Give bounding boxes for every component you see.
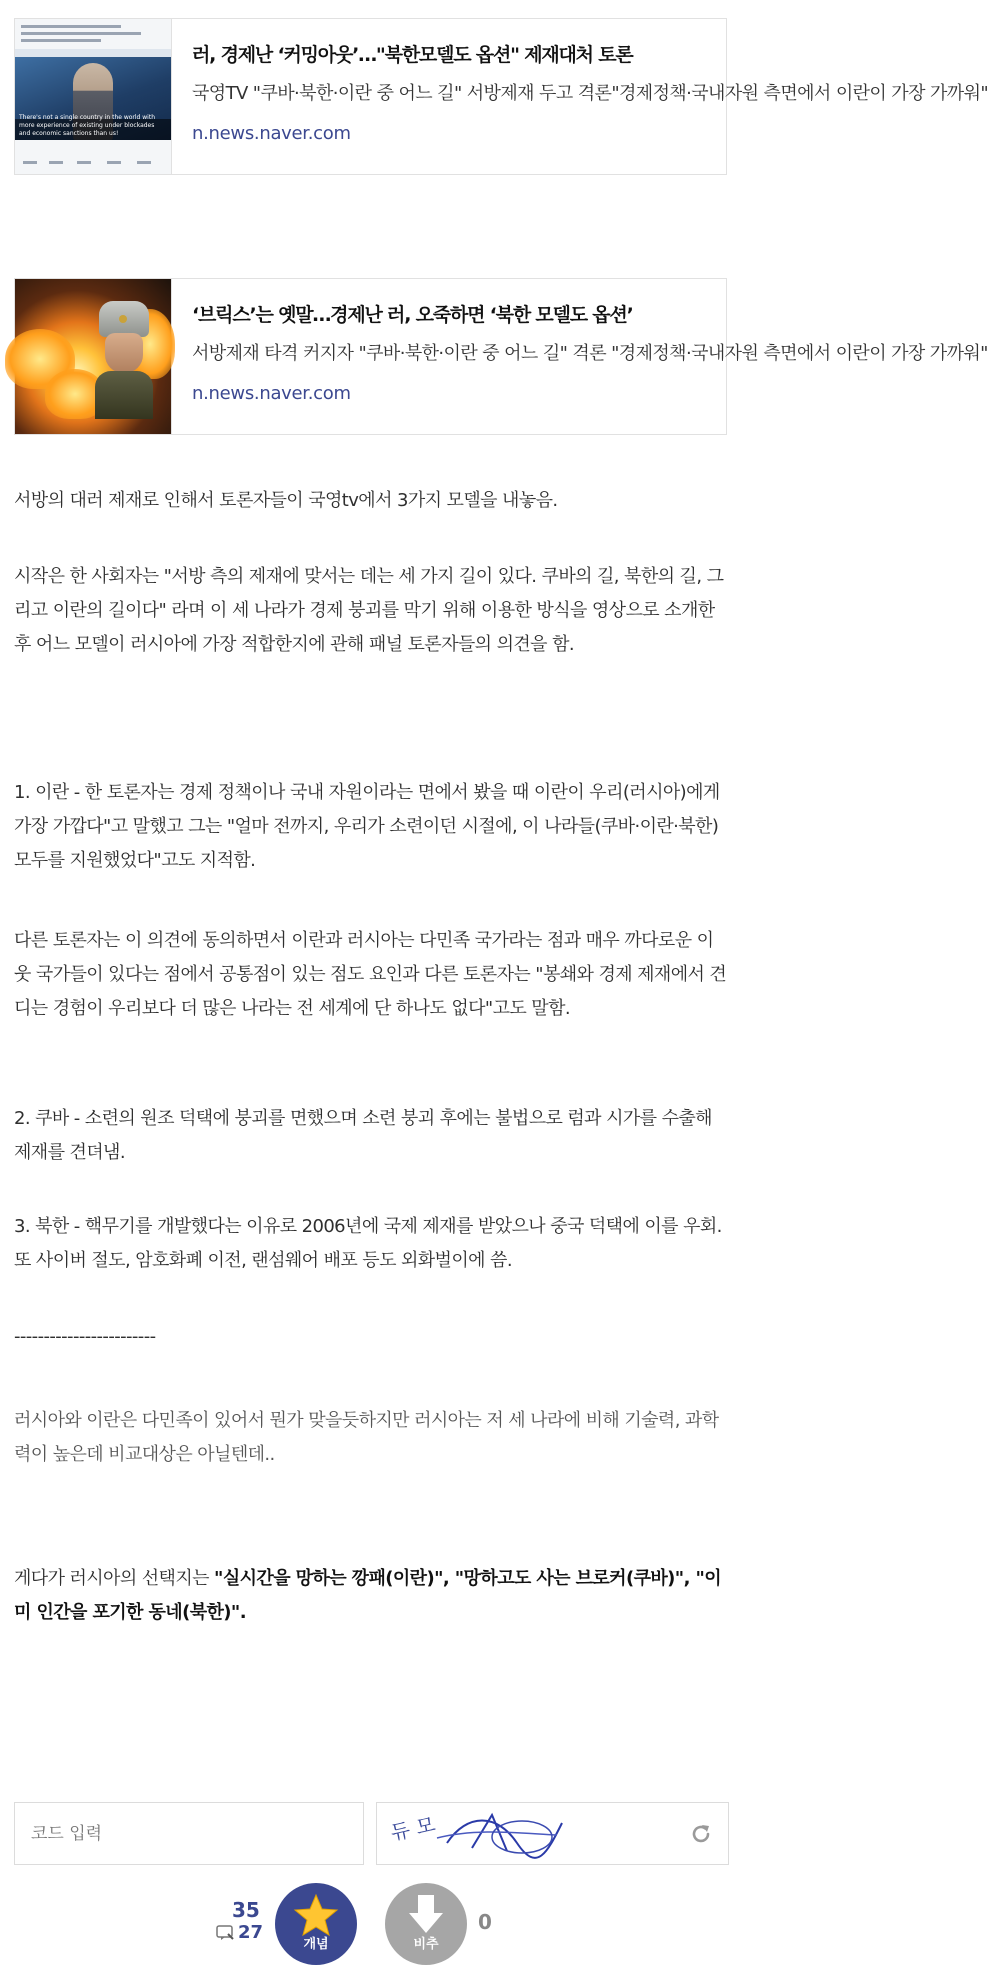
post-paragraph-2: 시작은 한 사회자는 "서방 측의 제재에 맞서는 데는 세 가지 길이 있다. 쿠바의 길, 북한의 길, 그리고 이란의 길이다" 라며 이 세 나라가 경제 붕괴를 막기 위해 이용한 방식을 영상으로 소개한 후 어느 모델이 러시아에 가장 적합한지에 관해 패널 토론자들의 의견을 함. [14,566,724,655]
downvote-button[interactable] [385,1883,467,1965]
news-card-title[interactable]: ‘브릭스’는 옛말…경제난 러, 오죽하면 ‘북한 모델도 옵션’ [192,304,633,326]
news-thumbnail-2 [15,279,172,434]
comment-icon [216,1925,234,1941]
news-card-domain[interactable]: n.news.naver.com [192,123,351,144]
post-paragraph-conclusion [14,1562,729,1630]
upvote-label: 개념 [303,1937,329,1952]
post-divider: ------------------------ [14,1326,156,1347]
downvote-label: 비추 [413,1937,439,1952]
conclusion-option-north-korea: "이미 인간을 포기한 동네(북한)" [14,1568,722,1623]
conclusion-option-cuba: "망하고도 사는 브로커(쿠바)" [454,1568,684,1589]
downvote-count: 0 [478,1910,492,1934]
conclusion-separator: , [683,1568,696,1589]
news-card-2[interactable] [14,278,988,435]
thumbnail-caption: There's not a single country in the world with more experience of existing under blockades and economic sanctions than us! [19,114,155,137]
captcha-image [376,1802,729,1865]
post-paragraph-iran: 1. 이란 - 한 토론자는 경제 정책이나 국내 자원이라는 면에서 봤을 때 이란이 우리(러시아)에게 가장 가깝다"고 말했고 그는 "얼마 전까지, 우리가 소련이던 시절에, 이 나라들(쿠바·이란·북한) 모두를 지원했었다"고도 지적함. [14,782,720,871]
news-card-title[interactable]: 러, 경제난 ‘커밍아웃’…"북한모델도 옵션" 제재대처 토론 [192,44,633,66]
post-paragraph-north-korea: 3. 북한 - 핵무기를 개발했다는 이유로 2006년에 국제 제재를 받았으나 중국 덕택에 이를 우회. 또 사이버 절도, 암호화폐 이전, 랜섬웨어 배포 등도 외화벌이에 씀. [14,1216,722,1271]
post-paragraph-opinion: 러시아와 이란은 다민족이 있어서 뭔가 맞을듯하지만 러시아는 저 세 나라에 비해 기술력, 과학력이 높은데 비교대상은 아닐텐데.. [14,1410,719,1465]
upvote-count: 35 [232,1898,260,1922]
refresh-icon[interactable] [688,1821,714,1847]
captcha-text: 듀 모 [388,1812,438,1846]
news-thumbnail-1 [15,19,172,174]
conclusion-suffix: . [239,1602,246,1623]
captcha-code-input[interactable] [14,1802,364,1865]
conclusion-option-iran: "실시간을 망하는 깡패(이란)" [214,1568,443,1589]
upvote-button[interactable] [275,1883,357,1965]
conclusion-separator: , [442,1568,455,1589]
news-card-1[interactable] [14,18,988,175]
post-paragraph-4: 다른 토론자는 이 의견에 동의하면서 이란과 러시아는 다민족 국가라는 점과 매우 까다로운 이웃 국가들이 있다는 점에서 공통점이 있는 점도 요인과 다른 토론자는 "봉쇄와 경제 제재에서 견디는 경험이 우리보다 더 많은 나라는 전 세계에 단 하나도 없다"고도 말함. [14,930,727,1019]
news-card-description: 국영TV "쿠바·북한·이란 중 어느 길" 서방제재 두고 격론"경제정책·국내자원 측면에서 이란이 가장 가까워" [192,83,988,104]
post-paragraph-cuba: 2. 쿠바 - 소련의 원조 덕택에 붕괴를 면했으며 소련 붕괴 후에는 불법으로 럼과 시가를 수출해 제재를 견뎌냄. [14,1108,712,1163]
news-card-description: 서방제재 타격 커지자 "쿠바·북한·이란 중 어느 길" 격론 "경제정책·국내자원 측면에서 이란이 가장 가까워" [192,343,988,364]
captcha-noise [377,1803,730,1866]
upvote-sub-count: 27 [238,1922,264,1943]
post-paragraph-1: 서방의 대러 제재로 인해서 토론자들이 국영tv에서 3가지 모델을 내놓음. [14,490,558,511]
news-card-domain[interactable]: n.news.naver.com [192,383,351,404]
conclusion-prefix: 게다가 러시아의 선택지는 [14,1568,215,1589]
